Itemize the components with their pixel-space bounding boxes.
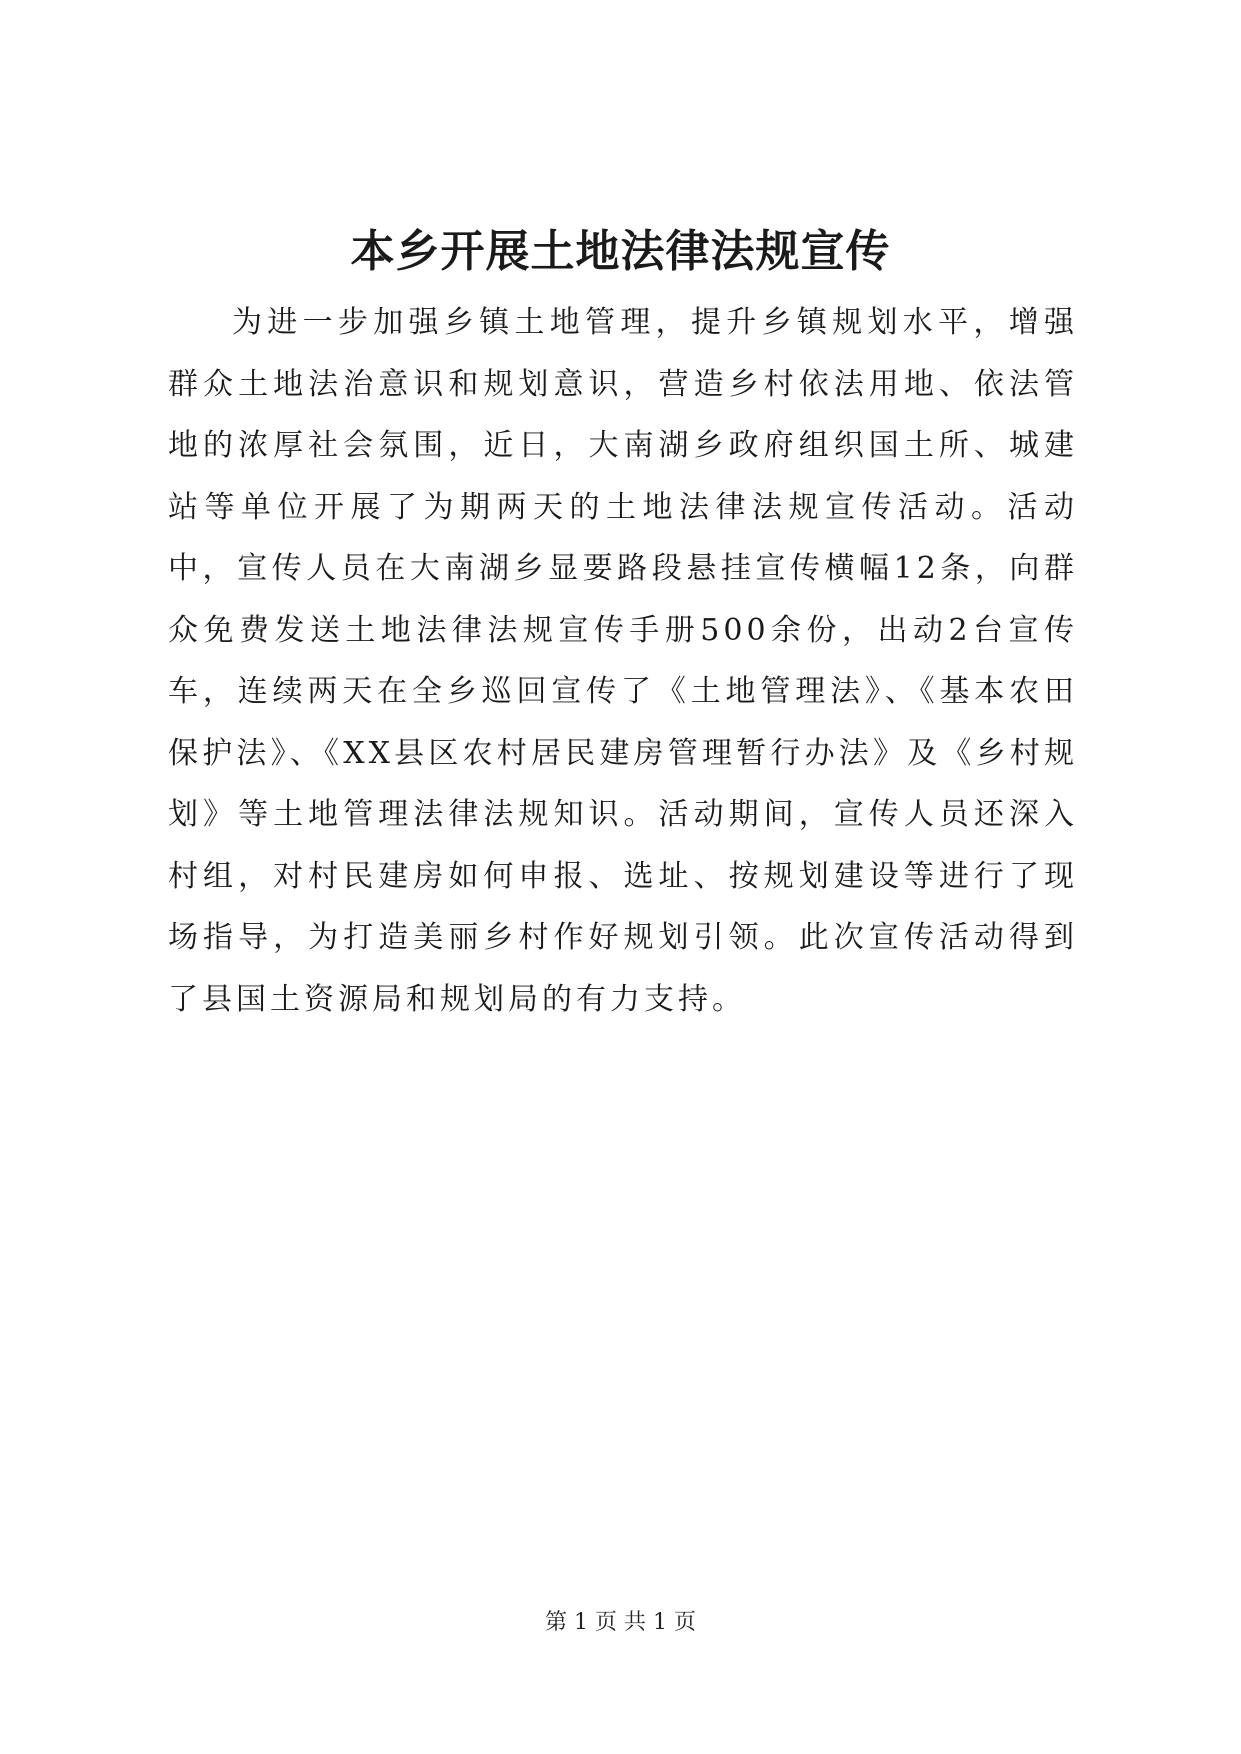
body-paragraph: 为进一步加强乡镇土地管理，提升乡镇规划水平，增强群众土地法治意识和规划意识，营造乡村依法用地、依法管地的浓厚社会氛围，近日，大南湖乡政府组织国土所、城建站等单位开展了为期两天的土地法律法规宣传活动。活动中，宣传人员在大南湖乡显要路段悬挂宣传横幅12条，向群众免费发送土地法律法规宣传手册500余份，出动2台宣传车，连续两天在全乡巡回宣传了《土地管理法》、《基本农田保护法》、《XX县区农村居民建房管理暂行办法》及《乡村规划》等土地管理法律法规知识。活动期间，宣传人员还深入村组，对村民建房如何申报、选址、按规划建设等进行了现场指导，为打造美丽乡村作好规划引领。此次宣传活动得到了县国土资源局和规划局的有力支持。 [168,305,1078,1017]
page-footer: 第 1 页 共 1 页 [545,1610,696,1635]
document-title: 本乡开展土地法律法规宣传 [350,226,891,277]
